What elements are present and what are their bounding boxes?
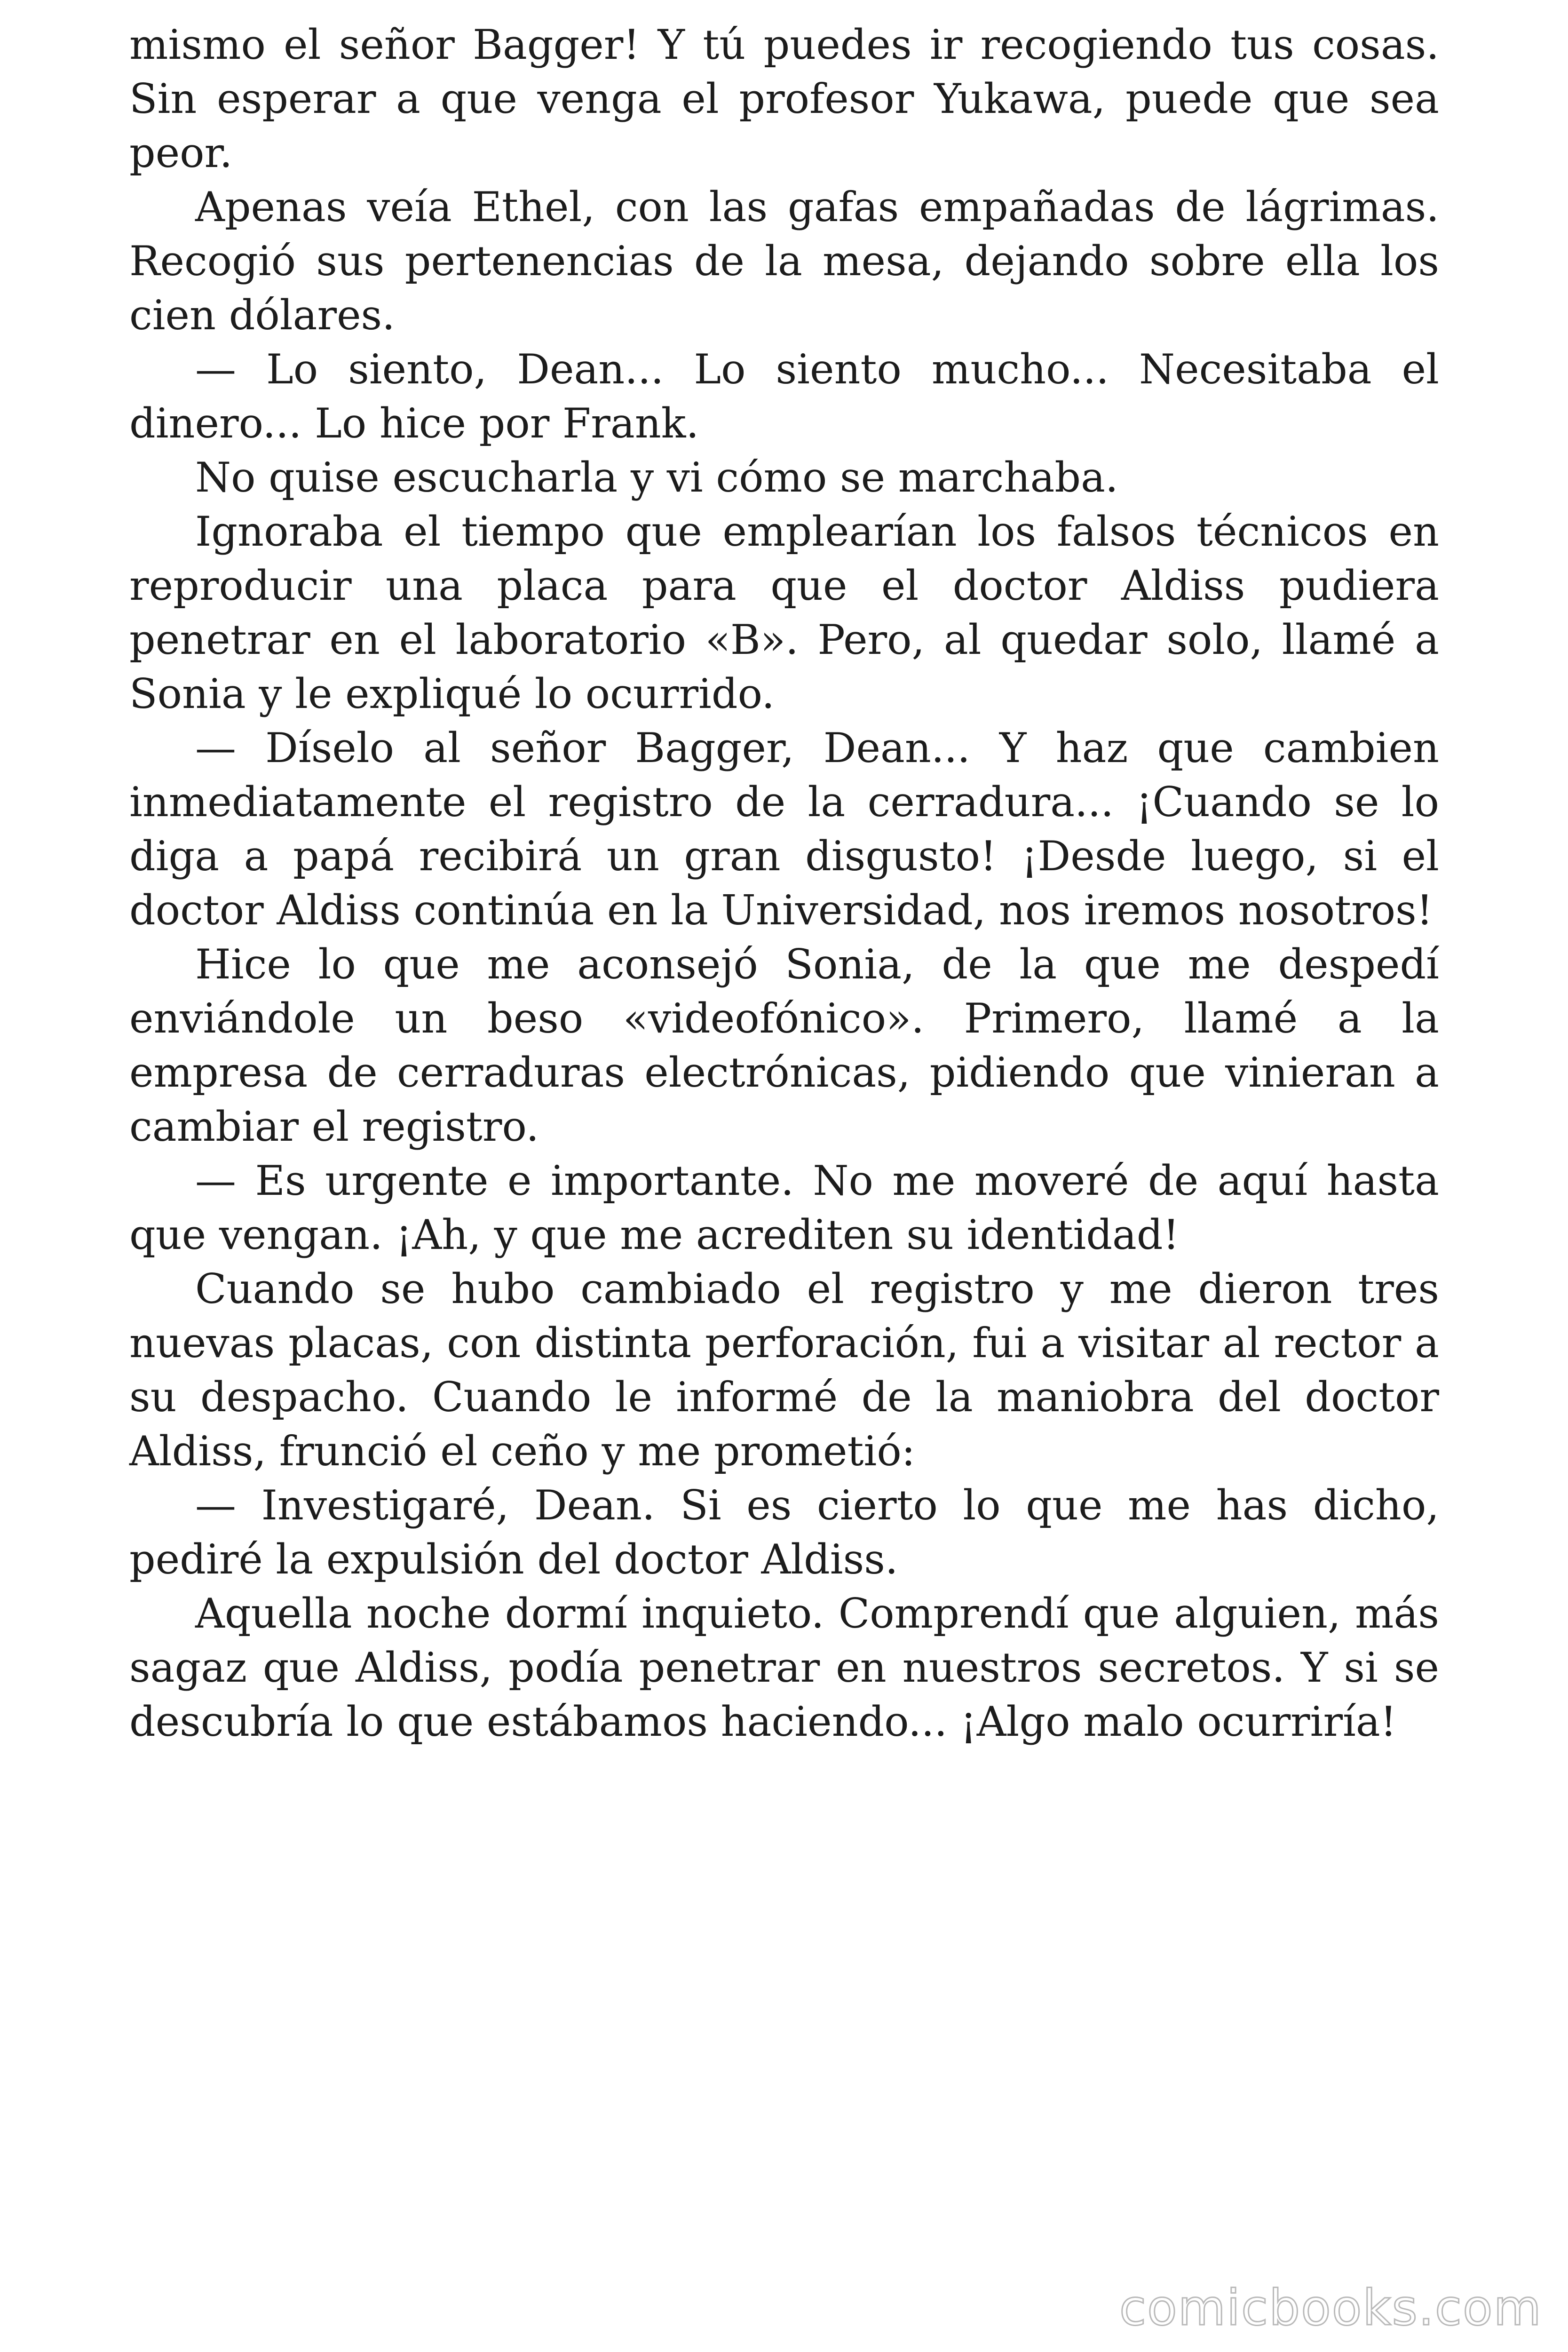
dialogue-paragraph: — Es urgente e importante. No me moveré de aquí hasta que vengan. ¡Ah, y que me acrediten su identidad! <box>129 1157 1439 1259</box>
dialogue-paragraph: — Investigaré, Dean. Si es cierto lo que me has dicho, pediré la expulsión del doctor Aldiss. <box>129 1481 1439 1583</box>
paragraph: Aquella noche dormí inquieto. Comprendí que alguien, más sagaz que Aldiss, podía penetrar en nuestros secretos. Y si se descubría lo que estábamos haciendo... ¡Algo malo ocurriría! <box>129 1589 1439 1746</box>
paragraph: Hice lo que me aconsejó Sonia, de la que me despedí enviándole un beso «videofónico». Primero, llamé a la empresa de cerraduras electrónicas, pidiendo que vinieran a cambiar el registro. <box>129 940 1439 1151</box>
paragraph: No quise escucharla y vi cómo se marchaba. <box>195 453 1118 501</box>
paragraph: Ignoraba el tiempo que emplearían los falsos técnicos en reproducir una placa para que el doctor Aldiss pudiera penetrar en el laboratorio «B». Pero, al quedar solo, llamé a Sonia y le expliqué lo ocurrido. <box>129 508 1439 718</box>
paragraph-continuation: mismo el señor Bagger! Y tú puedes ir recogiendo tus cosas. Sin esperar a que venga el profesor Yukawa, puede que sea peor. <box>129 21 1439 177</box>
paragraph: Cuando se hubo cambiado el registro y me dieron tres nuevas placas, con distinta perforación, fui a visitar al rector a su despacho. Cuando le informé de la maniobra del doctor Aldiss, frunció el ceño y me prometió: <box>129 1265 1439 1475</box>
site-watermark: comicbooks.com <box>1119 2279 1542 2336</box>
dialogue-paragraph: — Díselo al señor Bagger, Dean... Y haz que cambien inmediatamente el registro de la cerradura... ¡Cuando se lo diga a papá recibirá un gran disgusto! ¡Desde luego, si el doctor Aldiss continúa en la Universidad, nos iremos nosotros! <box>129 724 1439 934</box>
paragraph: Apenas veía Ethel, con las gafas empañadas de lágrimas. Recogió sus pertenencias de la mesa, dejando sobre ella los cien dólares. <box>129 183 1439 339</box>
dialogue-paragraph: — Lo siento, Dean... Lo siento mucho... Necesitaba el dinero... Lo hice por Frank. <box>129 345 1439 447</box>
body-text <box>129 18 1439 1749</box>
